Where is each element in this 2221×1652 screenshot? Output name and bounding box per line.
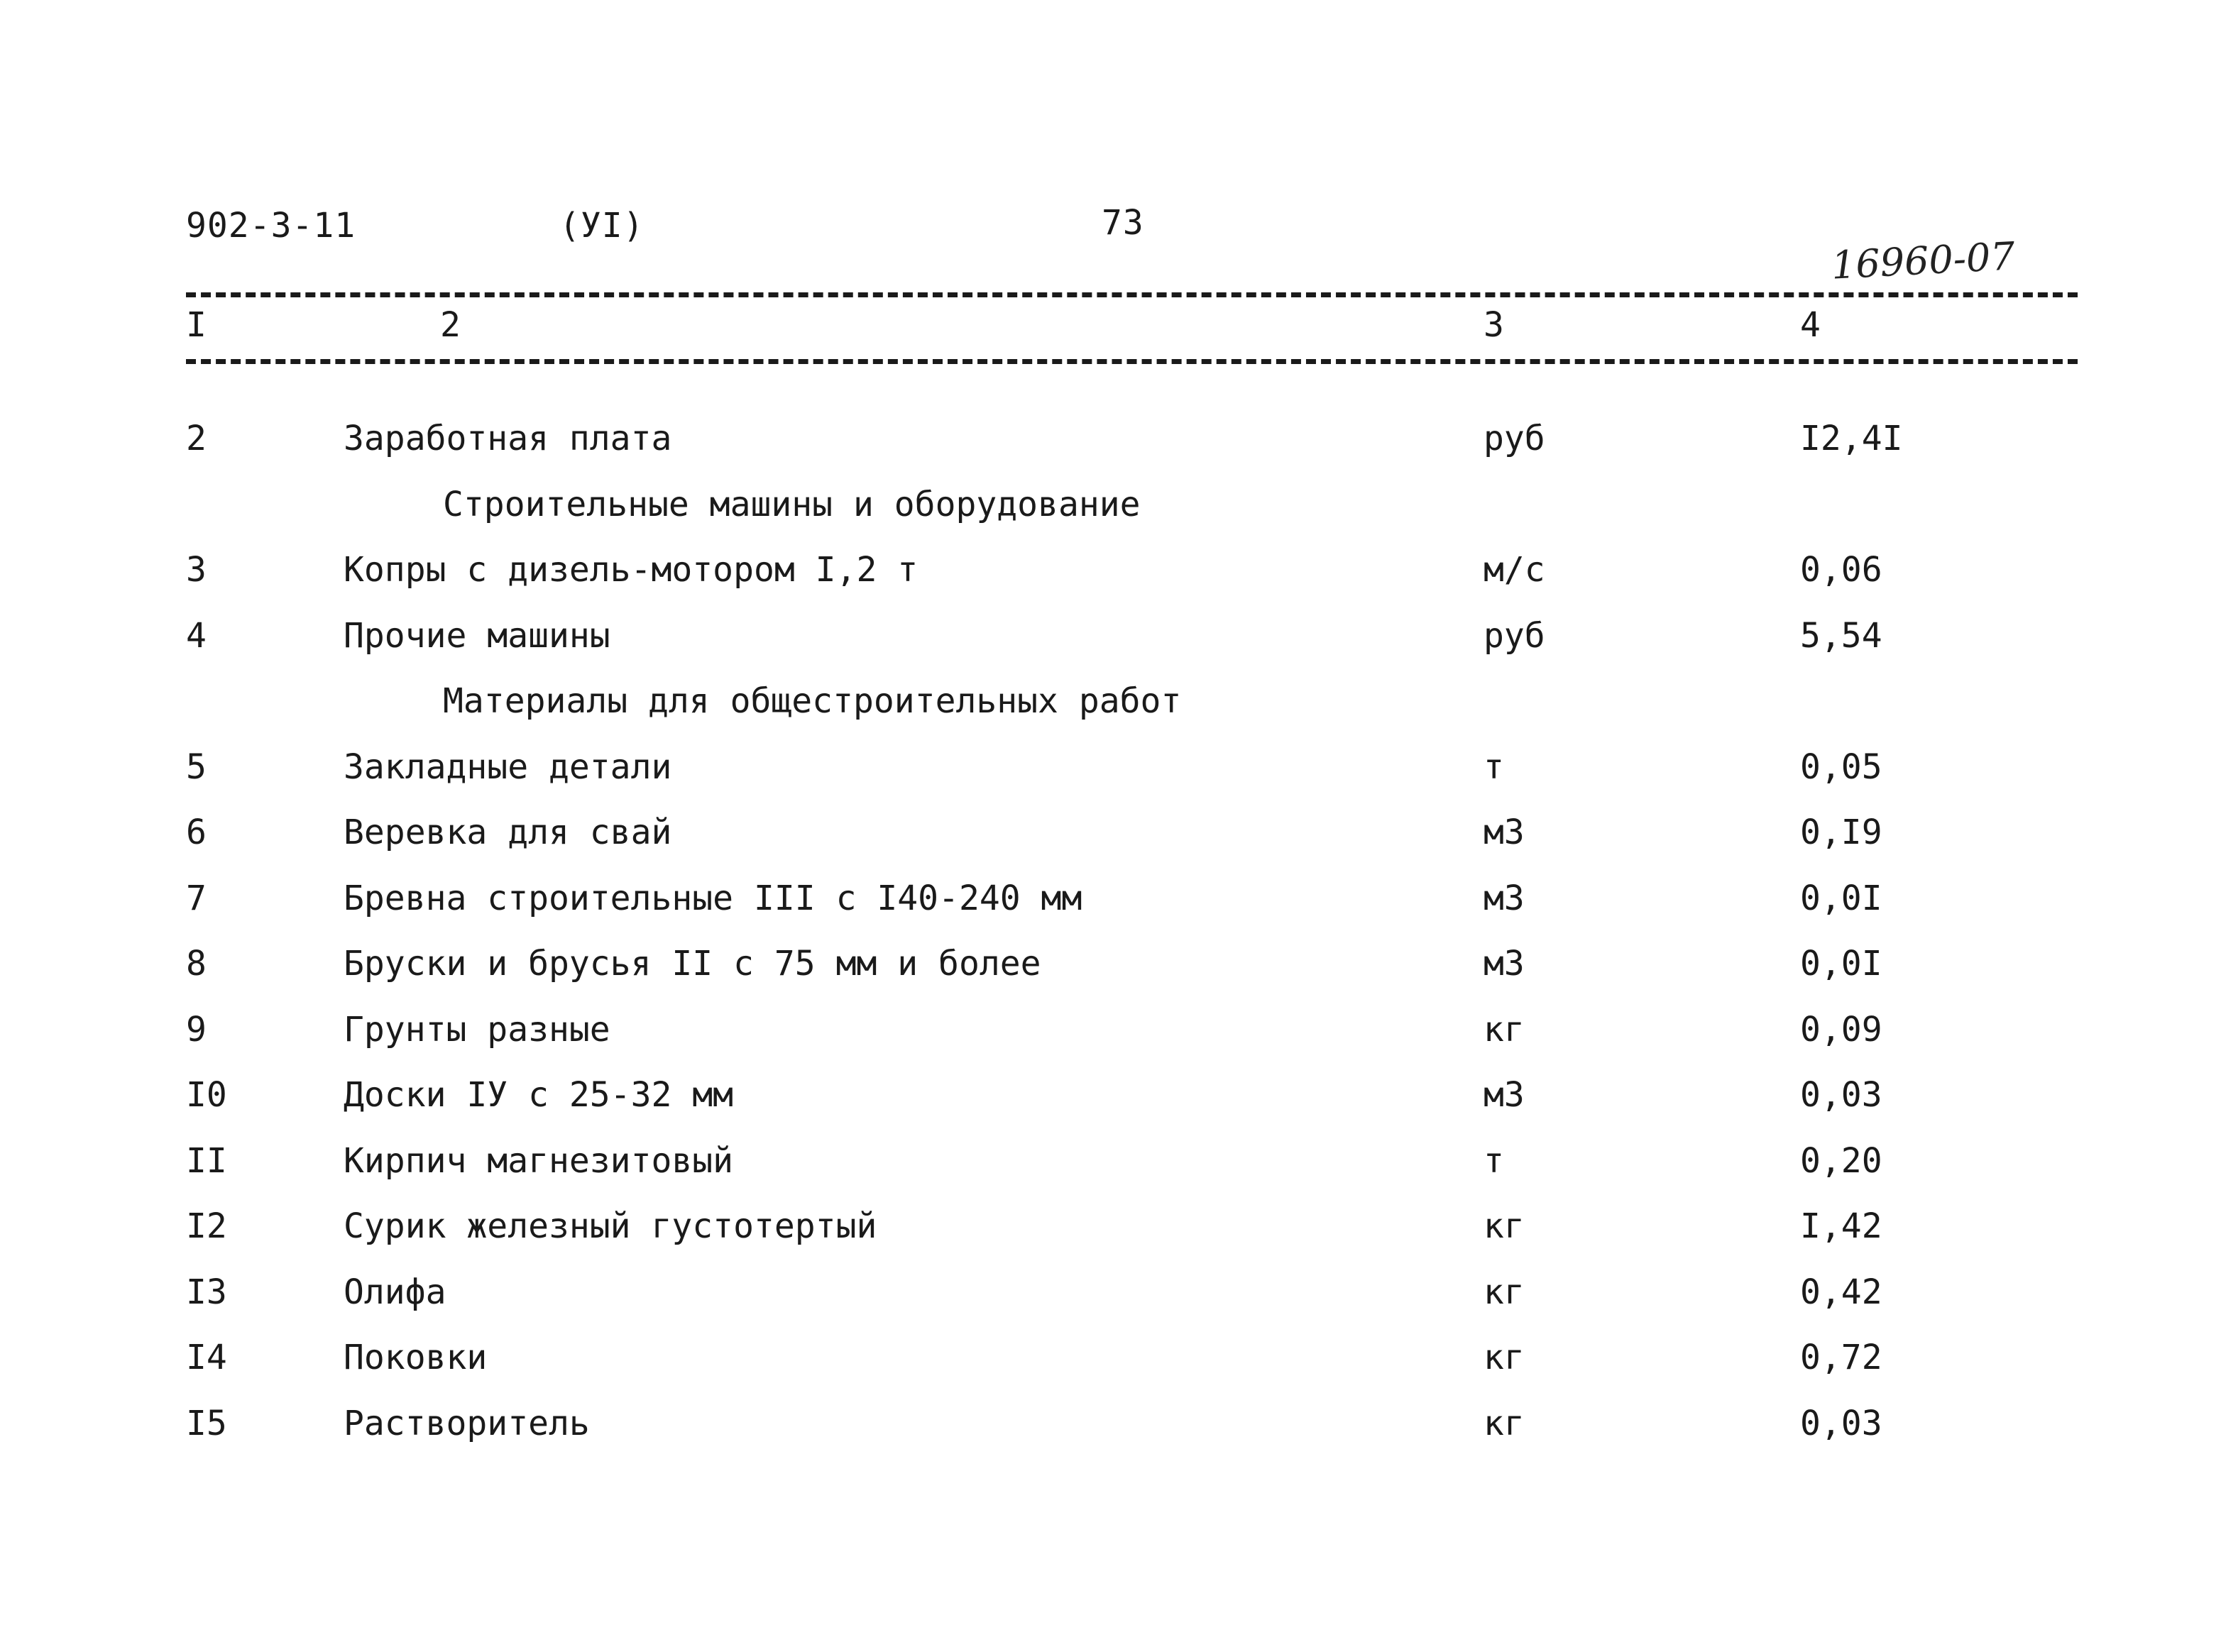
row-unit: кг	[1484, 1009, 1525, 1050]
row-name: Веревка для свай	[344, 813, 672, 852]
table-row	[0, 877, 2221, 943]
row-name: Растворитель	[344, 1403, 590, 1443]
row-name: Копры с дизель-мотором I,2 т	[344, 550, 918, 590]
row-value: 0,09	[1800, 1009, 1882, 1050]
row-unit: т	[1484, 1140, 1504, 1181]
document-code: 902-3-11	[186, 206, 356, 246]
table-body	[0, 417, 2221, 1467]
table-header-rule	[186, 359, 2078, 364]
row-number: I0	[186, 1075, 227, 1115]
column-number-1: I	[186, 305, 207, 345]
row-name: Прочие машины	[344, 615, 610, 656]
row-number: 5	[186, 747, 207, 787]
section-heading-row	[0, 483, 2221, 549]
table-row	[0, 1074, 2221, 1140]
row-number: I5	[186, 1403, 227, 1443]
row-value: 0,0I	[1800, 944, 1882, 984]
row-name: Доски IУ с 25-32 мм	[344, 1075, 734, 1115]
row-value: 0,0I	[1800, 878, 1882, 918]
row-value: 0,03	[1800, 1075, 1882, 1115]
row-value: 0,05	[1800, 747, 1882, 787]
row-name: Поковки	[344, 1338, 488, 1377]
section-heading-row	[0, 680, 2221, 746]
row-unit: кг	[1484, 1338, 1525, 1377]
table-row	[0, 1008, 2221, 1074]
table-row	[0, 417, 2221, 483]
handwritten-reference: 16960-07	[1830, 233, 2017, 288]
row-number: II	[186, 1140, 227, 1181]
row-value: 0,72	[1800, 1338, 1882, 1377]
row-name: Сурик железный густотертый	[344, 1206, 877, 1246]
table-row	[0, 1140, 2221, 1206]
table-top-rule	[186, 292, 2078, 297]
table-row	[0, 1402, 2221, 1468]
row-name: Грунты разные	[344, 1009, 610, 1050]
row-name: Олифа	[344, 1272, 446, 1312]
table-row	[0, 746, 2221, 812]
table-row	[0, 615, 2221, 681]
table-row	[0, 1271, 2221, 1337]
row-unit: кг	[1484, 1272, 1525, 1312]
row-number: 2	[186, 419, 207, 458]
row-number: I3	[186, 1272, 227, 1312]
document-part: (УI)	[559, 206, 645, 246]
row-name: Бруски и брусья II с 75 мм и более	[344, 944, 1041, 984]
row-number: 9	[186, 1009, 207, 1050]
row-unit: кг	[1484, 1403, 1525, 1443]
row-number: I2	[186, 1206, 227, 1246]
section-title: Материалы для общестроительных работ	[443, 681, 1182, 721]
row-value: 0,06	[1800, 550, 1882, 590]
row-name: Кирпич магнезитовый	[344, 1140, 734, 1181]
table-row	[0, 942, 2221, 1008]
column-number-4: 4	[1800, 305, 1821, 345]
row-unit: м3	[1484, 878, 1525, 918]
row-name: Бревна строительные III с I40-240 мм	[344, 878, 1082, 918]
row-number: 6	[186, 813, 207, 852]
section-title: Строительные машины и оборудование	[443, 484, 1141, 524]
row-name: Заработная плата	[344, 419, 672, 458]
row-number: 4	[186, 615, 207, 656]
row-unit: кг	[1484, 1206, 1525, 1246]
row-value: 0,03	[1800, 1403, 1882, 1443]
column-number-2: 2	[440, 305, 461, 345]
row-unit: м3	[1484, 944, 1525, 984]
row-value: 0,20	[1800, 1140, 1882, 1181]
row-number: 8	[186, 944, 207, 984]
row-number: 3	[186, 550, 207, 590]
table-row	[0, 1336, 2221, 1402]
row-value: 0,42	[1800, 1272, 1882, 1312]
row-value: I,42	[1800, 1206, 1882, 1246]
row-name: Закладные детали	[344, 747, 672, 787]
table-row	[0, 1205, 2221, 1271]
row-value: I2,4I	[1800, 419, 1903, 458]
row-number: I4	[186, 1338, 227, 1377]
row-number: 7	[186, 878, 207, 918]
row-value: 5,54	[1800, 615, 1882, 656]
row-unit: м/с	[1484, 550, 1545, 590]
row-value: 0,I9	[1800, 813, 1882, 852]
row-unit: м3	[1484, 813, 1525, 852]
table-row	[0, 811, 2221, 877]
row-unit: руб	[1484, 419, 1545, 458]
row-unit: руб	[1484, 615, 1545, 656]
table-row	[0, 549, 2221, 615]
row-unit: м3	[1484, 1075, 1525, 1115]
row-unit: т	[1484, 747, 1504, 787]
column-number-3: 3	[1484, 305, 1504, 345]
page-number: 73	[1102, 203, 1144, 243]
